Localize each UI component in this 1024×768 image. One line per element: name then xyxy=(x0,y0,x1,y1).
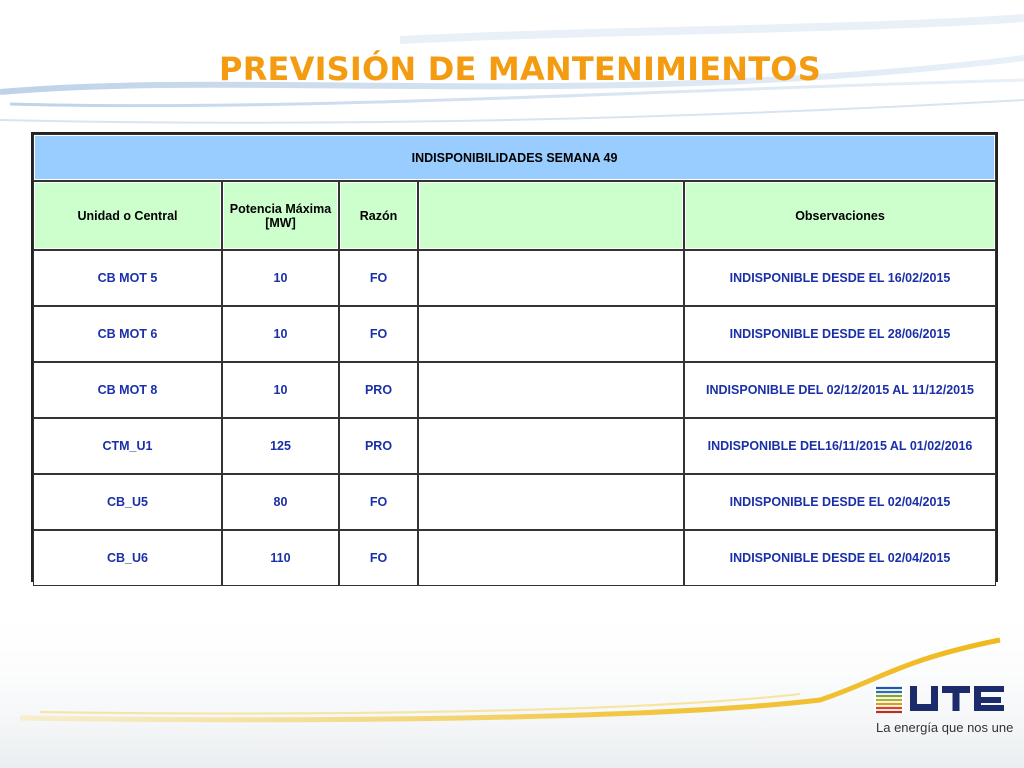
header-reason: Razón xyxy=(339,181,418,250)
cell-power: 10 xyxy=(222,306,339,362)
cell-unit: CTM_U1 xyxy=(33,418,222,474)
cell-observations: INDISPONIBLE DEL16/11/2015 AL 01/02/2016 xyxy=(684,418,996,474)
cell-reason: FO xyxy=(339,250,418,306)
table-caption: INDISPONIBILIDADES SEMANA 49 xyxy=(33,134,996,181)
cell-power: 125 xyxy=(222,418,339,474)
cell-observations: INDISPONIBLE DESDE EL 02/04/2015 xyxy=(684,530,996,586)
cell-observations: INDISPONIBLE DESDE EL 16/02/2015 xyxy=(684,250,996,306)
logo-tagline: La energía que nos une xyxy=(876,720,1014,735)
table-row xyxy=(33,530,996,586)
cell-reason: PRO xyxy=(339,362,418,418)
cell-reason: PRO xyxy=(339,418,418,474)
table-header-row xyxy=(33,181,996,250)
page-title: PREVISIÓN DE MANTENIMIENTOS xyxy=(219,50,821,88)
cell-unit: CB_U6 xyxy=(33,530,222,586)
cell-observations: INDISPONIBLE DEL 02/12/2015 AL 11/12/2015 xyxy=(684,362,996,418)
cell-blank xyxy=(418,530,684,586)
cell-observations: INDISPONIBLE DESDE EL 28/06/2015 xyxy=(684,306,996,362)
cell-power: 10 xyxy=(222,362,339,418)
cell-unit: CB MOT 6 xyxy=(33,306,222,362)
cell-blank xyxy=(418,306,684,362)
table-row xyxy=(33,306,996,362)
cell-blank xyxy=(418,250,684,306)
table-row xyxy=(33,250,996,306)
cell-unit: CB MOT 8 xyxy=(33,362,222,418)
cell-blank xyxy=(418,418,684,474)
cell-power: 110 xyxy=(222,530,339,586)
header-observations: Observaciones xyxy=(684,181,996,250)
cell-blank xyxy=(418,362,684,418)
cell-observations: INDISPONIBLE DESDE EL 02/04/2015 xyxy=(684,474,996,530)
cell-power: 80 xyxy=(222,474,339,530)
cell-reason: FO xyxy=(339,474,418,530)
cell-unit: CB_U5 xyxy=(33,474,222,530)
table-row xyxy=(33,474,996,530)
cell-unit: CB MOT 5 xyxy=(33,250,222,306)
cell-power: 10 xyxy=(222,250,339,306)
cell-reason: FO xyxy=(339,530,418,586)
header-blank xyxy=(418,181,684,250)
cell-reason: FO xyxy=(339,306,418,362)
table-caption-row xyxy=(33,134,996,181)
ute-emblem-icon xyxy=(874,684,904,714)
header-unit: Unidad o Central xyxy=(33,181,222,250)
header-power: Potencia Máxima [MW] xyxy=(222,181,339,250)
table-row xyxy=(33,362,996,418)
maintenance-table xyxy=(31,132,998,582)
ute-logo xyxy=(874,682,1006,718)
ute-wordmark xyxy=(910,686,1004,711)
cell-blank xyxy=(418,474,684,530)
table-row xyxy=(33,418,996,474)
